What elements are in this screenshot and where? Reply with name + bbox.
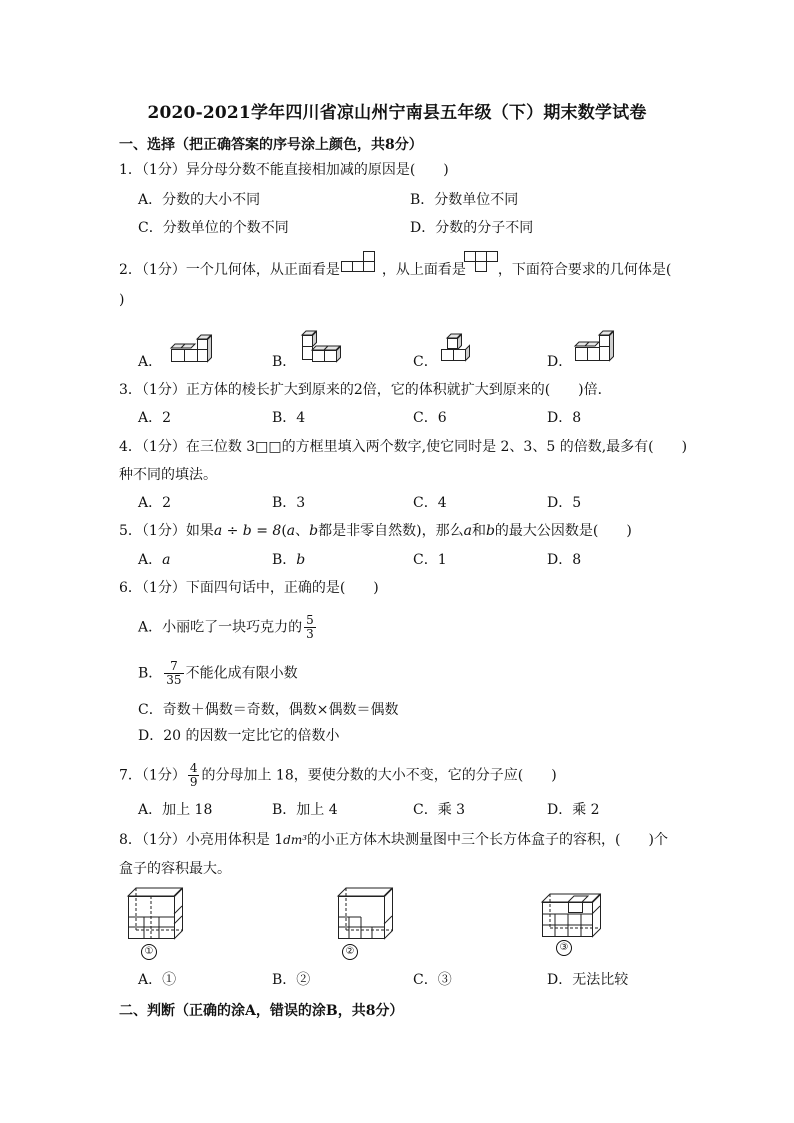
q5-var-a2: a xyxy=(463,523,472,539)
q1-option-a[interactable]: A．分数的大小不同 xyxy=(138,192,261,208)
q2-option-d-figure xyxy=(573,330,617,364)
q7-stem-part1: 7．（1分） xyxy=(119,767,186,784)
q7-option-c[interactable]: C．乘 3 xyxy=(413,802,466,818)
q5-stem-part2: 都是非零自然数)，那么 xyxy=(318,523,464,539)
box-figure-1 xyxy=(124,884,186,942)
fraction-numerator: 7 xyxy=(170,659,178,673)
box-figure-3-label: ③ xyxy=(556,940,572,956)
q5-sep: 、 xyxy=(295,523,310,539)
q2-option-d[interactable]: D． xyxy=(547,354,573,370)
q6-option-b-fraction xyxy=(164,660,183,687)
q4-option-b[interactable]: B．3 xyxy=(272,495,306,511)
box-figure-3 xyxy=(538,890,604,940)
box-figure-2-label: ② xyxy=(342,944,358,960)
q6-option-b-text: 不能化成有限小数 xyxy=(185,665,298,682)
q5-stem-part3: 的最大公因数是( ) xyxy=(494,523,632,539)
q2-option-b-figure xyxy=(298,330,344,364)
q5-var-b: b xyxy=(309,523,319,539)
q6-option-a[interactable] xyxy=(138,614,318,641)
question-3-stem: 3．（1分）正方体的棱长扩大到原来的2倍，它的体积就扩大到原来的( )倍． xyxy=(119,382,612,398)
q2-option-a[interactable]: A． xyxy=(138,354,163,370)
q8-unit: dm³ xyxy=(283,833,308,847)
q6-option-c[interactable]: C．奇数＋偶数＝奇数，偶数×偶数＝偶数 xyxy=(138,702,399,718)
question-2-stem xyxy=(119,260,679,280)
section-judgement-heading: 二、判断（正确的涂A，错误的涂B，共8分） xyxy=(119,1003,404,1019)
section-choice-heading: 一、选择（把正确答案的序号涂上颜色，共8分） xyxy=(119,137,423,153)
question-6-stem: 6．（1分）下面四句话中，正确的是( ) xyxy=(119,580,379,596)
q8-option-c[interactable]: C．③ xyxy=(413,972,452,988)
q7-fraction xyxy=(188,762,200,789)
q5-option-a-var: a xyxy=(162,552,171,568)
q5-expression: a ÷ b = 8 xyxy=(213,523,282,539)
q2-stem-part3: ，下面符合要求的几何体是( xyxy=(497,262,672,278)
q7-option-b[interactable]: B．加上 4 xyxy=(272,802,338,818)
q1-option-d[interactable]: D．分数的分子不同 xyxy=(410,220,534,236)
q6-option-a-text: A．小丽吃了一块巧克力的 xyxy=(138,619,303,636)
question-7-stem xyxy=(119,762,679,789)
q7-stem-part2: 的分母加上 18，要使分数的大小不变，它的分子应( ) xyxy=(201,767,557,784)
q5-option-b[interactable] xyxy=(272,550,413,570)
q8-option-a[interactable]: A．① xyxy=(138,972,177,988)
box-figure-2 xyxy=(334,884,396,942)
q2-option-c[interactable]: C． xyxy=(413,354,438,370)
q4-option-c[interactable]: C．4 xyxy=(413,495,447,511)
q8-option-b[interactable]: B．② xyxy=(272,972,311,988)
fraction-numerator: 4 xyxy=(189,761,198,775)
q7-option-a[interactable]: A．加上 18 xyxy=(138,802,213,818)
q6-option-d[interactable]: D．20 的因数一定比它的倍数小 xyxy=(138,728,340,744)
front-view-figure xyxy=(339,249,377,273)
q5-stem-part1: 5．（1分）如果 xyxy=(119,523,214,539)
q5-option-a[interactable] xyxy=(138,550,272,570)
q2-stem-part1: 2．（1分）一个几何体，从正面看是 xyxy=(119,262,340,278)
question-1-options-row2 xyxy=(138,218,678,238)
q2-stem-part2: ，从上面看是 xyxy=(381,262,466,278)
fraction-denominator: 9 xyxy=(189,775,198,789)
q5-and: 和 xyxy=(471,523,486,539)
q3-option-c[interactable]: C．6 xyxy=(413,410,447,426)
q7-option-d[interactable]: D．乘 2 xyxy=(547,802,600,818)
q5-paren: ( xyxy=(281,523,287,539)
box-figure-1-label: ① xyxy=(141,944,157,960)
question-1-options-row1 xyxy=(138,190,678,210)
q4-option-d[interactable]: D．5 xyxy=(547,495,582,511)
fraction-numerator: 5 xyxy=(306,613,314,627)
question-4-stem: 4．（1分）在三位数 3□□的方框里填入两个数字,使它同时是 2、3、5 的倍数,最多有( ) xyxy=(119,439,688,455)
question-2-stem-end: ) xyxy=(119,292,125,308)
q8-stem-part1: 8．（1分）小亮用体积是 1 xyxy=(119,832,284,848)
exam-title: 2020-2021学年四川省凉山州宁南县五年级（下）期末数学试卷 xyxy=(147,103,647,123)
q6-option-b[interactable] xyxy=(138,660,298,687)
q2-option-c-figure xyxy=(437,332,475,364)
question-3-options xyxy=(138,408,678,428)
q5-var-b2: b xyxy=(485,523,495,539)
question-5-options xyxy=(138,550,678,570)
fraction-denominator: 3 xyxy=(306,627,314,641)
q5-option-b-label: B． xyxy=(272,552,297,568)
q3-option-a[interactable]: A．2 xyxy=(138,410,172,426)
question-8-options xyxy=(138,970,678,990)
q5-option-c[interactable]: C．1 xyxy=(413,552,447,568)
question-8-stem-line2: 盒子的容积最大。 xyxy=(119,861,231,877)
q5-option-d[interactable]: D．8 xyxy=(547,552,582,568)
question-4-options xyxy=(138,493,678,513)
q2-option-a-figure xyxy=(167,333,217,365)
q8-stem-part2: 的小正方体木块测量图中三个长方体盒子的容积，( )个 xyxy=(307,832,668,848)
q5-option-b-var: b xyxy=(296,552,306,568)
fraction-denominator: 35 xyxy=(166,673,182,687)
q5-var-a: a xyxy=(286,523,296,539)
q3-option-d[interactable]: D．8 xyxy=(547,410,582,426)
question-1-stem: 1．（1分）异分母分数不能直接相加减的原因是( ) xyxy=(119,162,449,178)
question-4-stem-line2: 种不同的填法。 xyxy=(119,467,217,483)
q1-option-b[interactable]: B．分数单位不同 xyxy=(410,192,519,208)
q3-option-b[interactable]: B．4 xyxy=(272,410,306,426)
question-5-stem xyxy=(119,521,679,541)
question-7-options xyxy=(138,800,678,820)
q1-option-c[interactable]: C．分数单位的个数不同 xyxy=(138,220,289,236)
top-view-figure xyxy=(462,249,500,273)
q2-option-b[interactable]: B． xyxy=(272,354,297,370)
q5-option-a-label: A． xyxy=(138,552,163,568)
q6-option-b-label: B． xyxy=(138,665,163,682)
question-8-stem xyxy=(119,830,679,850)
q4-option-a[interactable]: A．2 xyxy=(138,495,172,511)
q6-option-a-fraction xyxy=(304,614,316,641)
q8-option-d[interactable]: D．无法比较 xyxy=(547,972,629,988)
